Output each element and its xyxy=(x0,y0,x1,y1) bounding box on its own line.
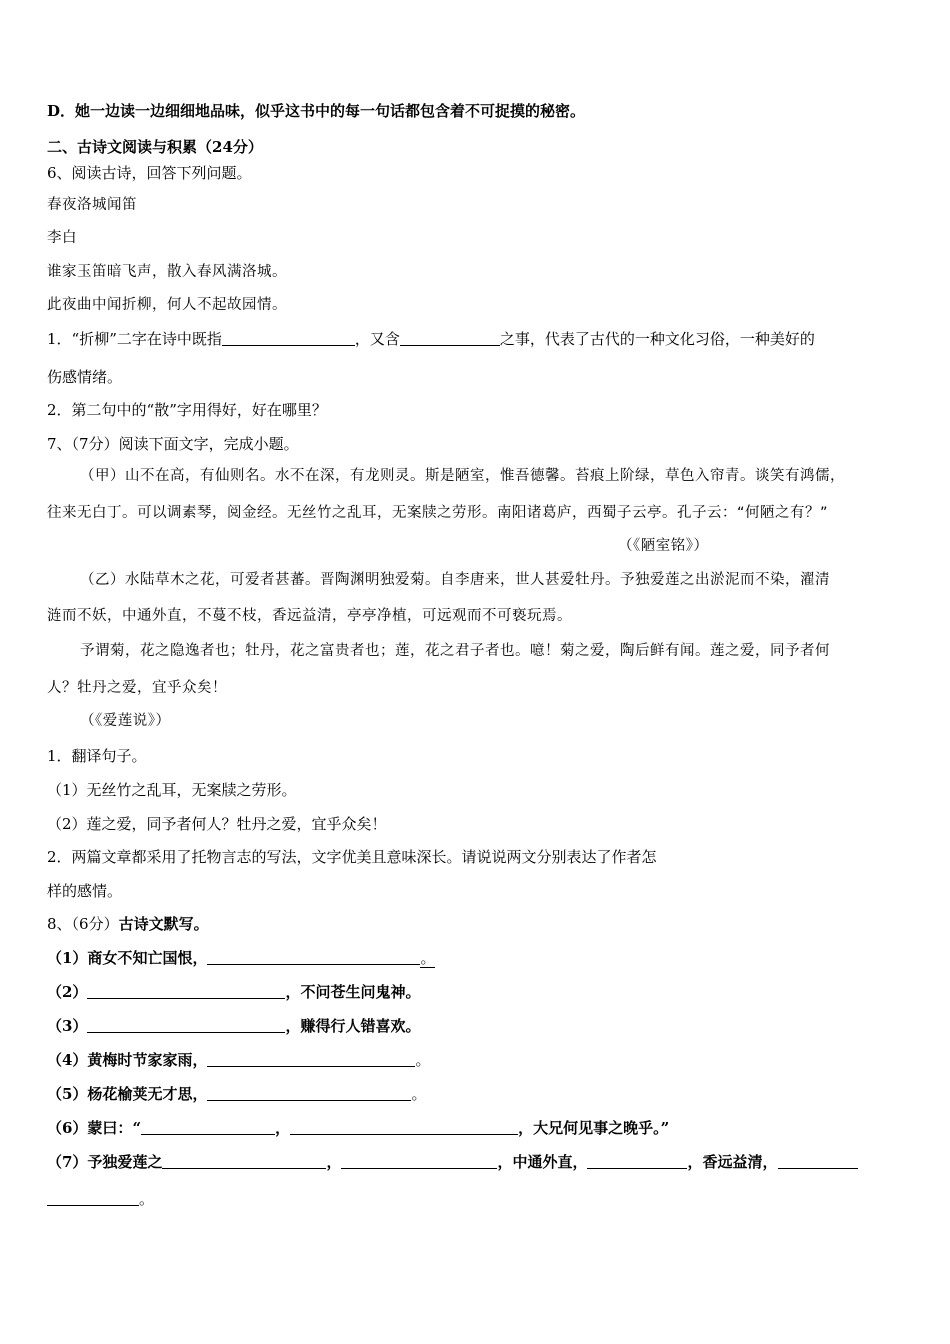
q7-sub2-cont: 样的感情。 xyxy=(47,882,123,900)
answer-blank[interactable] xyxy=(87,1017,285,1033)
q7-sub1-2: （2）莲之爱，同予者何人？牡丹之爱，宜乎众矣！ xyxy=(47,815,387,833)
q8-line-6: （6）蒙曰：“ ， ，大兄何见事之晚乎。” xyxy=(47,1119,670,1137)
q8-line-4: （4）黄梅时节家家雨， 。 xyxy=(47,1051,431,1069)
section-heading: 二、古诗文阅读与积累（24分） xyxy=(47,138,263,156)
answer-blank[interactable] xyxy=(47,1190,139,1206)
yi-line-3: 予谓菊，花之隐逸者也；牡丹，花之富贵者也；莲，花之君子者也。噫！菊之爱，陶后鲜有闻。莲之爱，同予者何 xyxy=(80,643,830,659)
q7-intro: 7、（7分）阅读下面文字，完成小题。 xyxy=(47,435,299,453)
q8-line-2: （2） ，不问苍生问鬼神。 xyxy=(47,983,421,1001)
q7-sub1: 1．翻译句子。 xyxy=(47,747,147,765)
answer-blank[interactable] xyxy=(207,949,420,965)
answer-blank[interactable] xyxy=(290,1119,518,1135)
q6-sub1: 1．“折柳”二字在诗中既指 ，又含 之事，代表了古代的一种文化习俗，一种美好的 xyxy=(47,330,815,348)
poem-line-1: 谁家玉笛暗飞声，散入春风满洛城。 xyxy=(47,264,287,280)
yi-line-4: 人？牡丹之爱，宜乎众矣！ xyxy=(47,680,227,696)
answer-blank[interactable] xyxy=(141,1119,275,1135)
yi-line-2: 涟而不妖，中通外直，不蔓不枝，香远益清，亭亭净植，可远观而不可亵玩焉。 xyxy=(47,608,572,624)
answer-blank[interactable] xyxy=(222,330,355,346)
answer-blank[interactable] xyxy=(162,1153,326,1169)
q8-line-7-cont: 。 xyxy=(47,1190,154,1208)
q8-intro: 8、（6分）古诗文默写。 xyxy=(47,915,209,933)
q7-sub2: 2．两篇文章都采用了托物言志的写法，文字优美且意味深长。请说说两文分别表达了作者怎 xyxy=(47,848,657,866)
poem-title: 春夜洛城闻笛 xyxy=(47,197,137,213)
jia-line-1: （甲）山不在高，有仙则名。水不在深，有龙则灵。斯是陋室，惟吾德馨。苔痕上阶绿，草色入帘青。谈笑有鸿儒， xyxy=(80,468,845,484)
jia-source: （《陋室铭》） xyxy=(618,538,709,554)
q8-line-7: （7）予独爱莲之 ， ，中通外直， ，香远益清， xyxy=(47,1153,858,1171)
yi-line-1: （乙）水陆草木之花，可爱者甚蕃。晋陶渊明独爱菊。自李唐来，世人甚爱牡丹。予独爱莲之出淤泥而不染，濯清 xyxy=(80,572,830,588)
q8-line-3: （3） ，赚得行人错喜欢。 xyxy=(47,1017,421,1035)
q6-sub2: 2．第二句中的“散”字用得好，好在哪里？ xyxy=(47,401,327,419)
q6-sub1-cont: 伤感情绪。 xyxy=(47,368,123,386)
answer-blank[interactable] xyxy=(341,1153,497,1169)
option-d: D．她一边读一边细细地品味，似乎这书中的每一句话都包含着不可捉摸的秘密。 xyxy=(47,102,586,120)
q7-sub1-1: （1）无丝竹之乱耳，无案牍之劳形。 xyxy=(47,781,297,799)
answer-blank[interactable] xyxy=(587,1153,687,1169)
poem-line-2: 此夜曲中闻折柳，何人不起故园情。 xyxy=(47,297,287,313)
answer-blank[interactable] xyxy=(778,1153,858,1169)
poem-author: 李白 xyxy=(47,230,77,246)
yi-source: （《爱莲说》） xyxy=(80,713,171,729)
answer-blank[interactable] xyxy=(400,330,500,346)
q6-intro: 6、阅读古诗，回答下列问题。 xyxy=(47,164,252,182)
jia-line-2: 往来无白丁。可以调素琴，阅金经。无丝竹之乱耳，无案牍之劳形。南阳诸葛庐，西蜀子云亭。孔子云：“何陋之有？” xyxy=(47,505,829,521)
answer-blank[interactable] xyxy=(87,983,285,999)
q8-line-1: （1）商女不知亡国恨， 。 xyxy=(47,949,436,967)
answer-blank[interactable] xyxy=(207,1085,411,1101)
answer-blank[interactable] xyxy=(207,1051,415,1067)
q8-line-5: （5）杨花榆荚无才思， 。 xyxy=(47,1085,427,1103)
